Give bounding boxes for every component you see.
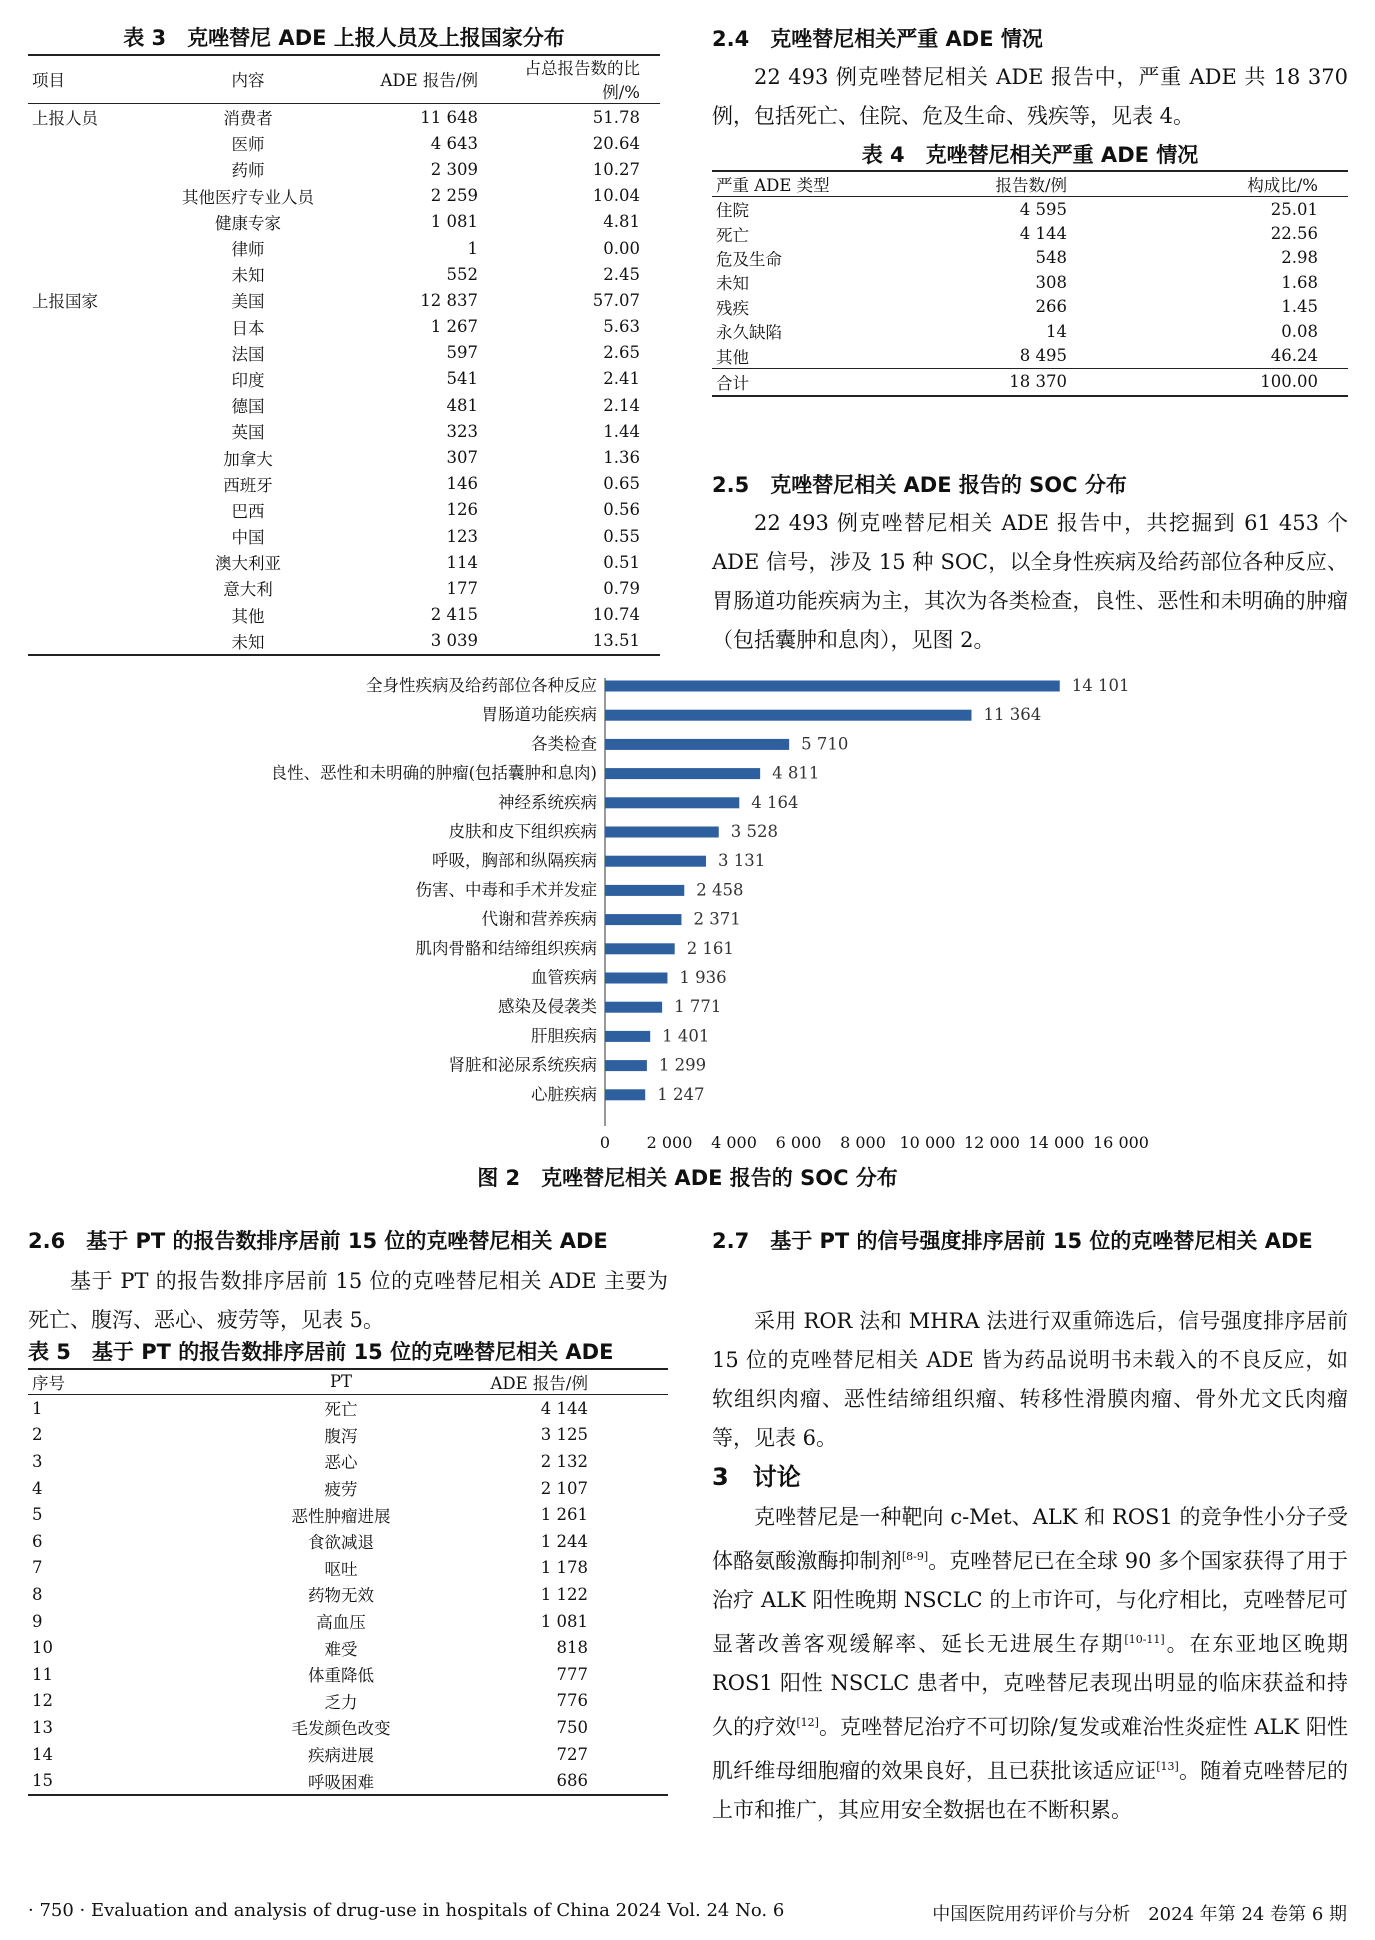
table4-count-cell: 14 [1046,321,1067,341]
table3-pct-cell: 1.36 [603,448,640,468]
table3-count-cell: 12 837 [420,290,478,310]
table4-count-cell: 548 [1035,248,1067,268]
table3-pct-cell: 2.14 [603,395,640,415]
table3-count-cell: 323 [446,421,478,441]
figure2-caption: 图 2 克唑替尼相关 ADE 报告的 SOC 分布 [477,1166,898,1190]
section-2-4-heading: 2.4 克唑替尼相关严重 ADE 情况 [712,27,1043,51]
bar [605,914,681,925]
category-label: 皮肤和皮下组织疾病 [448,822,597,841]
table3-row [28,549,660,575]
value-label: 14 101 [1071,676,1130,695]
table4-header: 报告数/例 [912,171,1127,197]
table3-count-cell: 307 [446,448,478,468]
table3-pct-cell: 2.65 [603,343,640,363]
bar [605,768,760,779]
table5-pt-cell: 腹泻 [324,1426,358,1446]
bar [605,856,706,867]
table3-content-cell: 律师 [231,240,265,260]
table3-row [28,287,660,313]
table3-count-cell: 1 081 [430,212,478,232]
x-tick-label: 14 000 [1028,1133,1085,1152]
table3-pct-cell: 0.65 [603,474,640,494]
table4-body [712,197,1348,369]
table5-pt-cell: 乏力 [324,1692,358,1712]
table3-pct-cell: 1.44 [603,421,640,441]
table4-pct-cell: 46.24 [1270,346,1318,366]
table5-header: ADE 报告/例 [478,1369,668,1395]
x-tick-label: 8 000 [840,1133,886,1152]
category-label: 代谢和营养疾病 [481,909,597,929]
table3-content-cell: 消费者 [223,109,273,129]
table5-row [28,1688,668,1715]
table3-empty-cell [28,628,148,655]
table5-row [28,1634,668,1661]
table3-count-cell: 123 [446,526,478,546]
table5-count-cell: 1 081 [540,1611,588,1631]
table3-content-cell: 药师 [231,161,265,181]
table5-no-cell: 7 [32,1558,43,1578]
table3-empty-cell [28,549,148,575]
table4-type-cell: 永久缺陷 [716,323,782,343]
table4-type-cell: 危及生命 [716,249,782,269]
table4-pct-cell: 1.68 [1281,272,1318,292]
table5-count-cell: 3 125 [540,1425,588,1445]
table4-row [712,343,1348,368]
category-label: 伤害、中毒和手术并发症 [415,880,597,900]
table4-type-cell: 其他 [716,347,749,367]
table5-no-cell: 8 [32,1584,43,1604]
table3-pct-cell: 0.79 [603,578,640,598]
table3-count-cell: 177 [446,578,478,598]
table3-empty-cell [28,602,148,628]
x-tick-label: 10 000 [899,1133,956,1152]
table5-header: 序号 [28,1369,178,1395]
table5-no-cell: 12 [32,1691,53,1711]
bar [605,885,684,896]
table4-count-cell: 8 495 [1019,346,1067,366]
bar [605,943,675,954]
table5-pt-cell: 难受 [324,1639,358,1659]
table5-no-cell: 4 [32,1478,43,1498]
table3-count-cell: 126 [446,500,478,520]
value-label: 3 528 [730,822,779,841]
table5-row [28,1741,668,1768]
table3-pct-cell: 0.56 [603,500,640,520]
table5-count-cell: 686 [556,1771,588,1791]
table3-pct-cell: 5.63 [603,317,640,337]
table3-pct-cell: 0.00 [603,238,640,258]
section-2-7-text: 采用 ROR 法和 MHRA 法进行双重筛选后，信号强度排序居前 15 位的克唑替尼相关 ADE 皆为药品说明书未载入的不良反应，如软组织肉瘤、恶性结缔组织瘤、转移性滑膜肉瘤、骨外尤文氏肉瘤等，见表 6。 [712,1309,1348,1450]
table3-content-cell: 日本 [231,318,265,338]
table5-count-cell: 750 [556,1717,588,1737]
table5-body [28,1395,668,1795]
table5-no-cell: 1 [32,1398,43,1418]
table3-title: 表 3 克唑替尼 ADE 上报人员及上报国家分布 [123,26,565,50]
table3-row [28,235,660,261]
table4-type-cell: 残疾 [716,298,749,318]
table4-total-count: 18 370 [1009,372,1067,392]
bar [605,797,739,808]
table5-row [28,1767,668,1795]
table3-empty-cell [28,418,148,444]
citation: [8-9] [901,1550,929,1563]
x-tick-label: 16 000 [1093,1133,1149,1152]
table4-pct-cell: 2.98 [1281,248,1318,268]
table4-header: 严重 ADE 类型 [712,171,912,197]
value-label: 1 247 [657,1084,705,1104]
table3-content-cell: 健康专家 [215,213,281,233]
citation: [10-11] [1124,1633,1165,1646]
table5-no-cell: 15 [32,1771,53,1791]
section-3-heading: 3 讨论 [712,1463,801,1491]
table5-count-cell: 777 [556,1664,588,1684]
table4-count-cell: 4 144 [1019,224,1067,244]
table3-empty-cell [28,575,148,601]
table3-content-cell: 其他 [231,606,265,626]
category-label: 血管疾病 [531,968,597,987]
table5-no-cell: 2 [32,1425,43,1445]
table3-count-cell: 1 267 [430,317,478,337]
table5-no-cell: 9 [32,1611,43,1631]
table4-pct-cell: 25.01 [1270,199,1318,219]
table3-pct-cell: 13.51 [592,631,640,651]
table5-no-cell: 5 [32,1505,43,1525]
table5-count-cell: 2 132 [540,1451,588,1471]
table3-pct-cell: 51.78 [592,107,640,127]
category-label: 心脏疾病 [531,1084,597,1104]
value-label: 5 710 [801,734,849,754]
table4-type-cell: 未知 [716,274,749,294]
table5-pt-cell: 毛发颜色改变 [291,1719,391,1739]
table3-pct-cell: 20.64 [592,133,640,153]
x-tick-label: 2 000 [646,1133,693,1152]
table3-content-cell: 巴西 [231,501,265,521]
bar [605,973,667,984]
value-label: 2 161 [686,938,734,958]
table3-row [28,628,660,655]
table3-count-cell: 4 643 [430,133,478,153]
table3-row [28,130,660,156]
table3-empty-cell [28,235,148,261]
table4-total-label: 合计 [716,373,749,393]
table3-header: 项目 [28,55,148,104]
table5-pt-cell: 食欲减退 [308,1533,374,1553]
table3-header: 内容 [148,55,348,104]
table5-pt-cell: 高血压 [316,1613,366,1633]
value-label: 11 364 [983,705,1042,725]
table4-row [712,197,1348,222]
bar [605,1089,645,1100]
table5-row [28,1501,668,1528]
bar [605,1060,647,1071]
table5-row [28,1661,668,1688]
table3-content-cell: 加拿大 [223,449,273,469]
table5-count-cell: 818 [556,1638,588,1658]
table5-count-cell: 4 144 [540,1398,588,1418]
section-2-4-text: 22 493 例克唑替尼相关 ADE 报告中，严重 ADE 共 18 370 例，包括死亡、住院、危及生命、残疾等，见表 4。 [712,65,1348,128]
category-label: 胃肠道功能疾病 [481,705,597,725]
table3-count-cell: 114 [446,552,478,572]
table4-row [712,295,1348,319]
table3-content-cell: 中国 [231,528,265,548]
table5-no-cell: 3 [32,1451,43,1471]
bar [605,1031,650,1042]
table4 [712,171,1348,397]
x-tick-label: 6 000 [775,1133,822,1152]
table3-header: ADE 报告/例 [348,55,498,104]
section-2-7-heading: 2.7 基于 PT 的信号强度排序居前 15 位的克唑替尼相关 ADE [712,1229,1313,1253]
table5-pt-cell: 恶性肿瘤进展 [291,1506,391,1526]
section-2-6-text: 基于 PT 的报告数排序居前 15 位的克唑替尼相关 ADE 主要为死亡、腹泻、恶心、疲劳等，见表 5。 [28,1269,668,1332]
category-label: 肌肉骨骼和结缔组织疾病 [415,938,597,958]
table3-empty-cell [28,523,148,549]
table3-row [28,471,660,497]
table3-content-cell: 英国 [231,423,265,443]
table4-row [712,270,1348,294]
table3-empty-cell [28,471,148,497]
table4-row [712,221,1348,245]
table3-row [28,104,660,131]
table3-content-cell: 西班牙 [223,475,273,495]
table3-empty-cell [28,392,148,418]
table3-empty-cell [28,209,148,235]
citation: [13] [1156,1760,1179,1773]
table4-type-cell: 住院 [716,201,749,221]
table5-no-cell: 13 [32,1717,53,1737]
value-label: 2 371 [693,909,741,929]
x-tick-label: 12 000 [964,1133,1020,1152]
table5-row [28,1395,668,1422]
table4-pct-cell: 22.56 [1270,224,1318,244]
table3-count-cell: 146 [446,474,478,494]
table4-total-pct: 100.00 [1260,372,1318,392]
table3-pct-cell: 4.81 [603,212,640,232]
table3-row [28,523,660,549]
table3-row [28,183,660,209]
table3-content-cell: 医师 [231,135,265,155]
figure2-chart [0,668,1375,1168]
table3-empty-cell [28,314,148,340]
category-label: 呼吸，胸部和纵隔疾病 [432,851,597,871]
table3-row [28,575,660,601]
footer-right: 中国医院用药评价与分析 2024 年第 24 卷第 6 期 [932,1904,1347,1925]
table3-pct-cell: 0.51 [603,552,640,572]
table3-pct-cell: 57.07 [592,290,640,310]
value-label: 1 401 [662,1026,710,1046]
table3-empty-cell [28,444,148,470]
table3 [28,55,660,656]
bar [605,681,1060,692]
section-3-text: 克唑替尼是一种靶向 c-Met、ALK 和 ROS1 的竞争性小分子受体酪氨酸激酶抑制剂[8-9]。克唑替尼已在全球 90 多个国家获得了用于治疗 ALK 阳性晚期 NSCLC 的上市许可，与化疗相比，克唑替尼可显著改善客观缓解率、延长无进展生存期[10-11]。在东亚地区晚期 ROS1 阳性 NSCLC 患者中，克唑替尼表现出明显的临床获益和持久的疗效[12]。克唑替尼治疗不可切除/复发或难治性炎症性 ALK 阳性肌纤维母细胞瘤的效果良好，且已获批该适应证[13]。随着克唑替尼的上市和推广，其应用安全数据也在不断积累。 [712,1505,1349,1822]
table5-no-cell: 10 [32,1638,53,1658]
table3-body [28,104,660,655]
table3-row [28,497,660,523]
table3-empty-cell [28,261,148,287]
table3-count-cell: 2 259 [430,186,478,206]
table3-count-cell: 541 [446,369,478,389]
table5-pt-cell: 疲劳 [324,1480,358,1500]
value-label: 4 811 [772,763,820,783]
table3-content-cell: 其他医疗专业人员 [182,187,314,207]
table3-empty-cell [28,340,148,366]
table3-pct-cell: 0.55 [603,526,640,546]
citation: [12] [796,1716,819,1729]
bar [605,710,971,721]
table5-no-cell: 6 [32,1531,43,1551]
table3-row [28,444,660,470]
table5-pt-cell: 呼吸困难 [308,1772,374,1792]
bar [605,739,789,750]
category-label: 神经系统疾病 [498,792,597,812]
table3-count-cell: 3 039 [430,631,478,651]
table3-row [28,209,660,235]
table5-no-cell: 11 [32,1664,53,1684]
table5-row [28,1422,668,1449]
table5-row [28,1581,668,1608]
table5-header: PT [178,1369,478,1395]
table3-count-cell: 2 415 [430,605,478,625]
table3-row [28,261,660,287]
table3-row [28,602,660,628]
table5-count-cell: 727 [556,1744,588,1764]
category-label: 良性、恶性和未明确的肿瘤(包括囊肿和息肉) [270,763,597,783]
table3-pct-cell: 2.41 [603,369,640,389]
table5-row [28,1714,668,1741]
table3-count-cell: 1 [467,238,478,258]
table5-count-cell: 1 178 [540,1558,588,1578]
table3-pct-cell: 2.45 [603,264,640,284]
table5-row [28,1555,668,1582]
x-tick-label: 4 000 [711,1133,757,1152]
table4-count-cell: 4 595 [1019,199,1067,219]
section-2-5-text: 22 493 例克唑替尼相关 ADE 报告中，共挖掘到 61 453 个 ADE 信号，涉及 15 种 SOC，以全身性疾病及给药部位各种反应、胃肠道功能疾病为主，其次为各类检查，良性、恶性和未明确的肿瘤（包括囊肿和息肉），见图 2。 [712,511,1348,652]
table3-group-label: 上报国家 [32,292,98,312]
table4-row [712,246,1348,270]
category-label: 肝胆疾病 [531,1026,597,1046]
footer-left: · 750 · Evaluation and analysis of drug-use in hospitals of China 2024 Vol. 24 No. 6 [28,1900,785,1921]
table3-row [28,418,660,444]
table5-no-cell: 14 [32,1744,53,1764]
section-2-6-heading: 2.6 基于 PT 的报告数排序居前 15 位的克唑替尼相关 ADE [28,1229,608,1253]
table4-count-cell: 308 [1035,272,1067,292]
table3-row [28,314,660,340]
table3-empty-cell [28,183,148,209]
table3-count-cell: 11 648 [420,107,478,127]
category-label: 感染及侵袭类 [498,997,597,1017]
table3-row [28,156,660,182]
table5-row [28,1448,668,1475]
table4-type-cell: 死亡 [716,225,749,245]
table4-row [712,319,1348,343]
table5-row [28,1528,668,1555]
table3-empty-cell [28,130,148,156]
value-label: 1 771 [674,997,722,1017]
table3-pct-cell: 10.04 [592,186,640,206]
table5-pt-cell: 体重降低 [308,1666,374,1686]
table4-total-row [712,368,1348,396]
table3-content-cell: 未知 [231,632,265,652]
section-2-5-heading: 2.5 克唑替尼相关 ADE 报告的 SOC 分布 [712,473,1127,497]
table4-header: 构成比/% [1127,171,1348,197]
table5-pt-cell: 药物无效 [308,1586,374,1606]
table3-content-cell: 法国 [231,344,265,364]
value-label: 1 299 [658,1055,707,1075]
bar [605,1002,662,1013]
table3-count-cell: 2 309 [430,159,478,179]
table5-count-cell: 1 122 [540,1584,588,1604]
table5-row [28,1608,668,1635]
table3-empty-cell [28,497,148,523]
table5 [28,1369,668,1796]
category-label: 各类检查 [531,734,597,754]
category-label: 全身性疾病及给药部位各种反应 [366,676,597,695]
table3-content-cell: 德国 [231,397,265,417]
table4-count-cell: 266 [1035,297,1067,317]
table4-pct-cell: 0.08 [1281,321,1318,341]
value-label: 2 458 [696,880,744,900]
table4-pct-cell: 1.45 [1281,297,1318,317]
value-label: 1 936 [679,968,727,987]
table5-row [28,1475,668,1502]
table3-header: 占总报告数的比例/% [498,55,660,104]
table3-empty-cell [28,366,148,392]
table5-pt-cell: 疾病进展 [308,1746,374,1766]
category-label: 肾脏和泌尿系统疾病 [448,1055,597,1075]
table3-count-cell: 597 [446,343,478,363]
table3-content-cell: 未知 [231,266,265,286]
table5-count-cell: 776 [556,1691,588,1711]
value-label: 3 131 [717,851,766,871]
table3-pct-cell: 10.74 [592,605,640,625]
table3-empty-cell [28,156,148,182]
table4-title: 表 4 克唑替尼相关严重 ADE 情况 [861,143,1199,167]
table5-count-cell: 1 261 [540,1505,588,1525]
table3-content-cell: 意大利 [223,580,273,600]
table3-content-cell: 印度 [231,370,265,390]
table5-count-cell: 2 107 [540,1478,588,1498]
x-tick-label: 0 [599,1133,611,1152]
table3-row [28,340,660,366]
table5-pt-cell: 死亡 [324,1400,358,1420]
bar [605,827,719,838]
table3-count-cell: 552 [446,264,478,284]
table5-count-cell: 1 244 [540,1531,588,1551]
table3-content-cell: 美国 [231,292,265,312]
table3-row [28,366,660,392]
table3-count-cell: 481 [446,395,478,415]
table3-pct-cell: 10.27 [592,159,640,179]
table5-pt-cell: 恶心 [324,1453,358,1473]
table3-row [28,392,660,418]
table5-pt-cell: 呕吐 [324,1559,358,1579]
table5-title: 表 5 基于 PT 的报告数排序居前 15 位的克唑替尼相关 ADE [28,1340,614,1364]
table3-content-cell: 澳大利亚 [215,554,281,574]
table3-group-label: 上报人员 [32,109,98,129]
value-label: 4 164 [751,792,799,812]
